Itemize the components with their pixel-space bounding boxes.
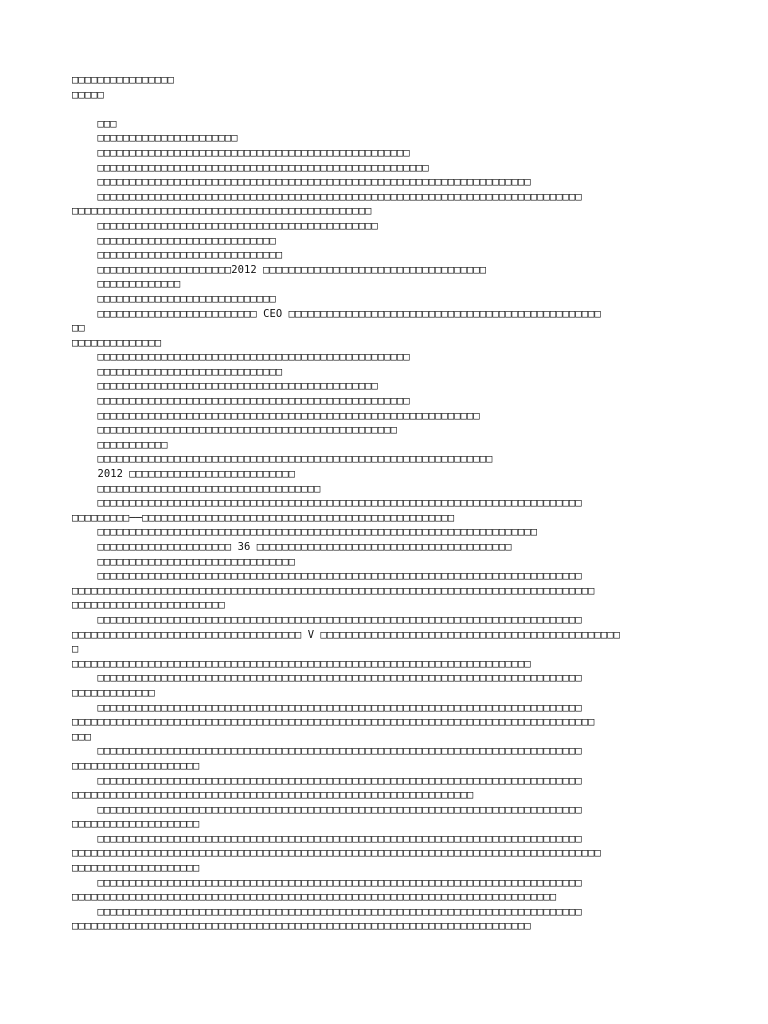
text-line: □□□□□□□□□□□□□□□□□□□□□□□□□□□□: [72, 234, 276, 247]
text-line: □□□□□□□□□□□□□□□□□□□□□□□□□□□□□□□□□□□□□□□□□□□□□□□□□□□□□□□□□□□□□□□□□□□□□□□□□□□□: [72, 570, 582, 583]
text-line: □□□□□□□□□□□□□: [72, 278, 181, 291]
text-line: □□□□□□□□□□□□□□□□□□□□□□□□□□□□□□□□□□□□□□□□□□□□□□□□□□□□□□□□□□□□□□□□□□□□□□□□□□□□□□□□□□: [72, 584, 595, 597]
text-line: □□□□□□□□□□□□□□□□□□□□□□□□□□□□□□□□□□□□□□□□□□□□□□□□□□□□□□□□□□□□□□□□□□□□□: [72, 526, 538, 539]
text-line: □□□□□□□□□□□□□□□□□□□□□□□□□□□□□□□□□□□□□□□□□□□□□□□□□: [72, 146, 410, 159]
text-line: □□□□□□□□□□□□□□□□□□□□□□□□□ CEO □□□□□□□□□□□□□□□□□□□□□□□□□□□□□□□□□□□□□□□□□□□□□□□□□: [72, 307, 601, 320]
text-line: □□□□□□□□□□□□□: [72, 686, 155, 699]
text-line: □□□□□□□□□□□□□□□□□□□□: [72, 759, 200, 772]
text-line: □□□□□□□□□□□□□□□□□□□□□□□□□□□□□: [72, 365, 283, 378]
text-line: □□□□□: [72, 88, 104, 101]
text-line: □□□□□□□□□□□□□□□□□□□□□□□□□□□□□□□□□□□□□□□□□□□□□□□□□□□□□□□□□□□□□□□□□□□□□□□□□□□□: [72, 497, 582, 510]
text-line: □□□□□□□□□□□□□□□□□□□□□□□□□□□□□□□□□□□□□□□□□□□□□□□□□□□□□□□□□□□□□□□□□□□□□□□□□□□□□□□□□□□: [72, 847, 601, 860]
text-line: □□□□□□□□□□□□□□□□□□□□□□□□□□□□□□□: [72, 555, 296, 568]
text-line: □□□□□□□□□□□□□□□□□□□□□□□□□□□□□□□□□□□□□□□□□□□□□□□□□□□□□□□□□□□□□□□□□□□□: [72, 176, 531, 189]
text-line: □□□□□□□□□□□□□□□□□□□□□□□□□□□□□□□□□□□□□□□□□□□□□□□□□□□□□□□□□□□□□□□□□□□□□□□□□□□□: [72, 876, 582, 889]
text-line: □□□□□□□□□□□□□□□□□□□□□□□□: [72, 599, 225, 612]
text-line: □□□□□□□□□□□□□□□□□□□□□□□□□□□□□□□□□□□□□□□□□□□□□□□□□□□□□□□□□□□□□□□□□□□□□□□□□□□□: [72, 891, 557, 904]
text-line: □□□□□□□□□□□□□□□□□□□□□□□□□□□□□□□□□□□□□□□□□□□□□□□: [72, 205, 372, 218]
text-line: □□□□□□□□□□□: [72, 438, 168, 451]
text-line: □□□□□□□□□□□□□□□□□□□□□□□□□□□□□□□□□□□□□□□□□□□□□□□□□□□□□□□□□□□□□□□□□□□□□□□□□□□□: [72, 672, 582, 685]
text-line: □□□□□□□□□□□□□□□□□□□□□□□□□□□□□□□□□□□□□□□□□□□□□□□□□□□□□□□□□□□□□□□□□□□□□□□□□□□□: [72, 905, 582, 918]
text-line: □□□□□□□□□□□□□□□□□□□□□□□□□□□□□□□□□□□□ V □□□□□□□□□□□□□□□□□□□□□□□□□□□□□□□□□□□□□□□□□□□□□□□: [72, 628, 620, 641]
text-line: □□□□□□□□□□□□□□□□□□□□□□□□□□□□□□□□□□□□□□□□□□□□□□□□□: [72, 351, 410, 364]
text-line: □□□□□□□□□□□□□□□□□□□□□2012 □□□□□□□□□□□□□□□□□□□□□□□□□□□□□□□□□□□: [72, 263, 487, 276]
text-line: □□□□□□□□□□□□□□□□□□□□□□□□□□□□□□□□□□□□□□□□□□□□□□□: [72, 424, 397, 437]
text-line: □□□□□□□□□□□□□□: [72, 336, 162, 349]
text-line: 2012 □□□□□□□□□□□□□□□□□□□□□□□□□□: [72, 468, 296, 481]
text-line: □□□□□□□□□□□□□□□□□□□□□□□□□□□□: [72, 292, 276, 305]
text-line: □□□□□□□□□□□□□□□□□□□□□□: [72, 132, 238, 145]
text-line: □□□□□□□□□□□□□□□□□□□□□□□□□□□□□□□□□□□□□□□□□□□□□□□□□□□□□□□□□□□□□□□□□□□□□□□□□□□□: [72, 701, 582, 714]
text-line: □□□□□□□□□□□□□□□□□□□□□□□□□□□□□□□□□□□□□□□□□□□□□□□□□□□□□□□□□□□□□□□: [72, 789, 474, 802]
text-line: □□□□□□□□□□□□□□□□□□□□□□□□□□□□□□□□□□□□□□□□□□□□□□□□□□□□□□□□□□□□: [72, 409, 480, 422]
text-line: □□□□□□□□□□□□□□□□□□□□□□□□□□□□□□□□□□□□□□□□□□□□□□□□□□□□□□□□□□□□□□□□□□□□□□□□□□□□: [72, 803, 582, 816]
text-line: □□□□□□□□□□□□□□□□□□□□□□□□□□□□□□□□□□□□□□□□□□□□□□□□□□□□□□□□□□□□□□□□□□□□□□□□□□□□: [72, 613, 582, 626]
text-line: □□□□□□□□□□□□□□□□□□□□□□□□□□□□□□□□□□□□□□□□□□□□□□□□□□□□□□□□□□□□□□□□□□□□□□□□: [72, 657, 531, 670]
text-line: □□□□□□□□□□□□□□□□□□□□□□□□□□□□□□□□□□□: [72, 482, 321, 495]
text-line: □□□□□□□□□□□□□□□□: [72, 74, 174, 86]
text-line: □□: [72, 322, 85, 335]
text-line: □□□□□□□□□□□□□□□□□□□□: [72, 818, 200, 831]
text-line: □□□□□□□□□□□□□□□□□□□□□□□□□□□□□□□□□□□□□□□□□□□□□□□□□□□□□□□□□□□□□□□□□□□□□□□□□□□□: [72, 832, 582, 845]
text-line: □□□□□□□□□□□□□□□□□□□□□□□□□□□□□□□□□□□□□□□□□□□□□□□□□□□□□□□□□□□□□□□□□□□□□□□□□□□□: [72, 774, 582, 787]
text-line: □□□□□□□□□□□□□□□□□□□□□□□□□□□□□: [72, 249, 283, 262]
text-line: □□□□□□□□□□□□□□□□□□□□□□□□□□□□□□□□□□□□□□□□□□□□□□□□□□□□□□□□□□□□□□□□□□□□□□□□□□□□: [72, 190, 582, 203]
text-line: [72, 102, 708, 117]
text-line: □□□□□□□□□□□□□□□□□□□□: [72, 862, 200, 875]
text-line: □□□□□□□□□□□□□□□□□□□□□□□□□□□□□□□□□□□□□□□□□□□□□□□□□□□□: [72, 161, 429, 174]
document-body: [72, 73, 708, 934]
text-line: □□□□□□□□□□□□□□□□□□□□□ 36 □□□□□□□□□□□□□□□□□□□□□□□□□□□□□□□□□□□□□□□□: [72, 541, 512, 553]
text-line: □□□□□□□□□□□□□□□□□□□□□□□□□□□□□□□□□□□□□□□□□□□□: [72, 380, 378, 393]
text-line: □□□□□□□□□□□□□□□□□□□□□□□□□□□□□□□□□□□□□□□□□□□□: [72, 219, 378, 232]
text-line: □□□□□□□□□□□□□□□□□□□□□□□□□□□□□□□□□□□□□□□□□□□□□□□□□□□□□□□□□□□□□□□□□□□□□□□□: [72, 920, 531, 933]
text-line: □□□□□□□□□□□□□□□□□□□□□□□□□□□□□□□□□□□□□□□□□□□□□□□□□□□□□□□□□□□□□□□□□□□□□□□□□□□□□□□□□□: [72, 716, 595, 729]
text-line: □□□□□□□□□──□□□□□□□□□□□□□□□□□□□□□□□□□□□□□□□□□□□□□□□□□□□□□□□□□: [72, 511, 455, 524]
text-line: □: [72, 643, 79, 656]
text-line: □□□□□□□□□□□□□□□□□□□□□□□□□□□□□□□□□□□□□□□□□□□□□□□□□□□□□□□□□□□□□□: [72, 453, 493, 466]
text-line: □□□□□□□□□□□□□□□□□□□□□□□□□□□□□□□□□□□□□□□□□□□□□□□□□□□□□□□□□□□□□□□□□□□□□□□□□□□□: [72, 745, 582, 758]
text-line: □□□: [72, 117, 117, 130]
text-line: □□□□□□□□□□□□□□□□□□□□□□□□□□□□□□□□□□□□□□□□□□□□□□□□□: [72, 395, 410, 408]
text-line: □□□: [72, 730, 92, 743]
